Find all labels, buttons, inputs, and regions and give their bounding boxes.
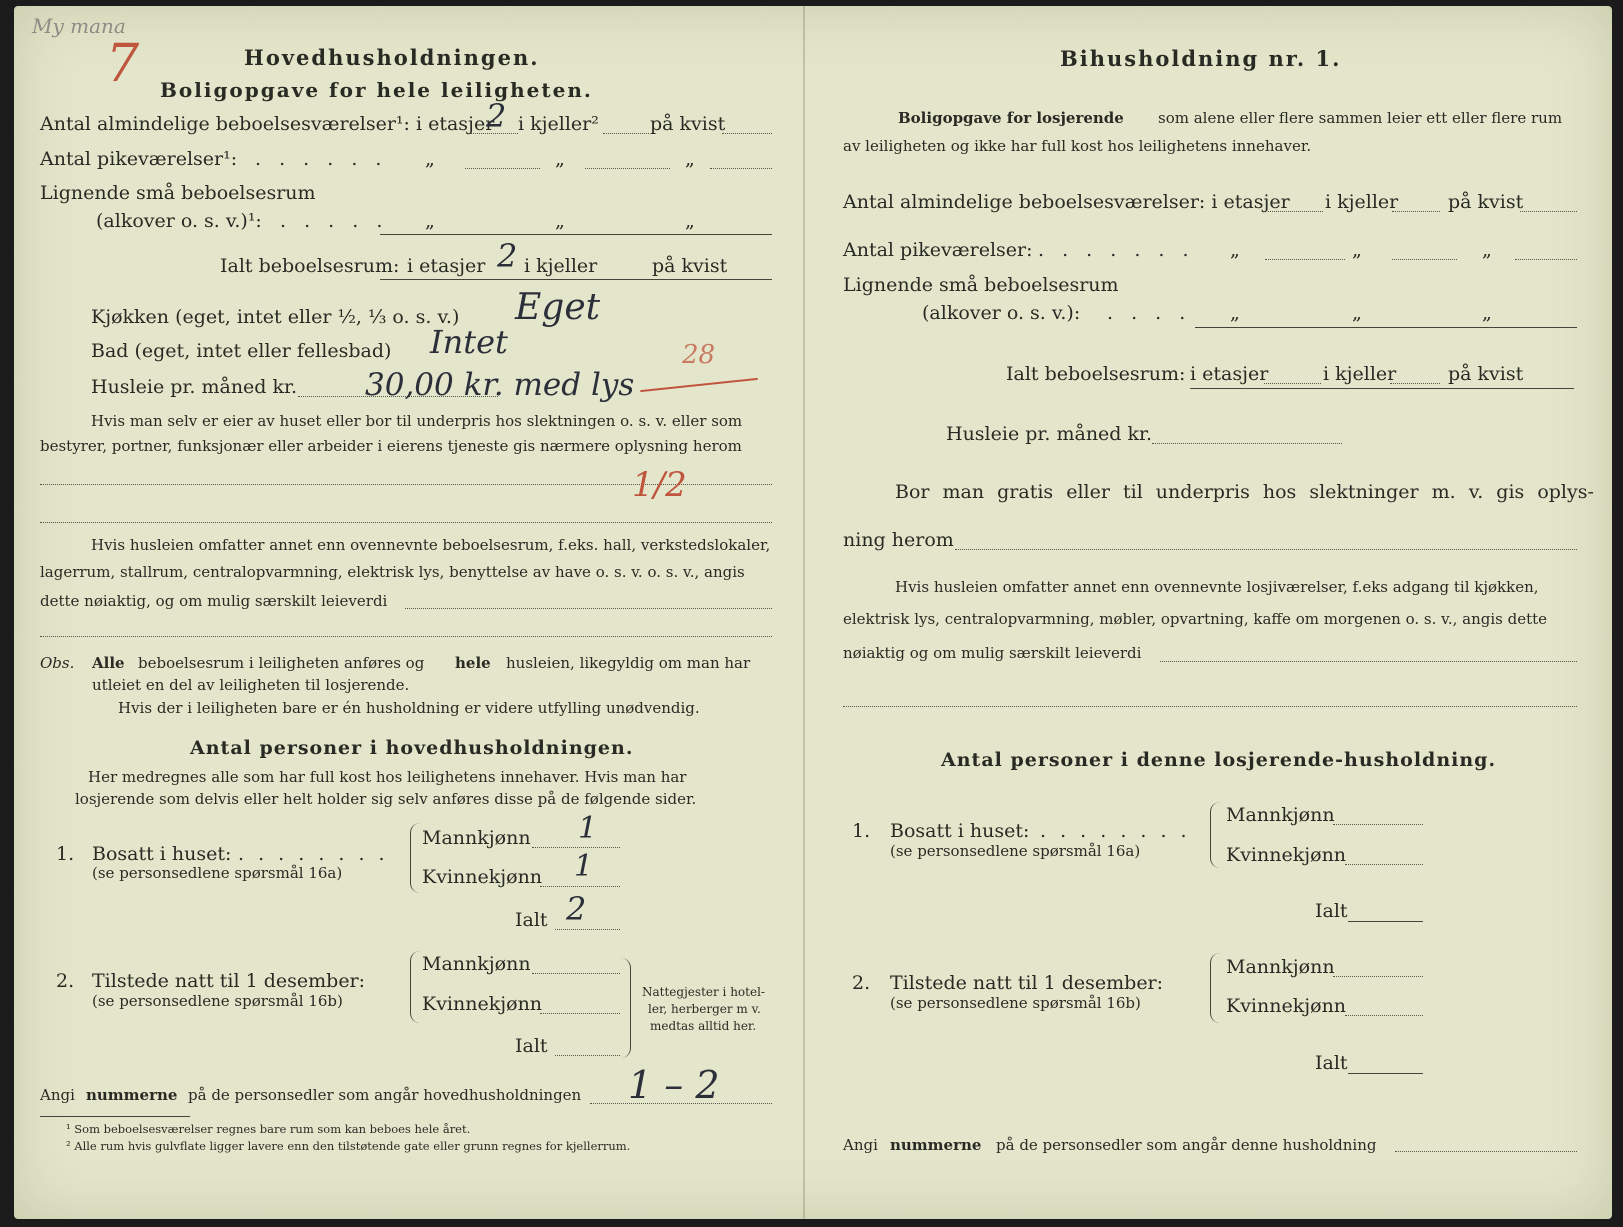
l-bad-label: Bad (eget, intet eller fellesbad): [91, 340, 392, 362]
r-omfatter-1: Hvis husleien omfatter annet enn ovennevnte losjiværelser, f.eks adgang til kjøkken,: [895, 578, 1539, 596]
r-q1-label: Bosatt i huset:: [890, 820, 1030, 842]
r-omfatter-2: elektrisk lys, centralopvarmning, møbler, opvartning, kaffe om morgenen o. s. v., angis dette: [843, 610, 1548, 628]
r-r4-line: [1190, 388, 1574, 389]
l-obs-hele: hele: [455, 654, 491, 672]
left-subtitle: Boligopgave for hele leiligheten.: [160, 78, 593, 102]
l-obs-label: Obs.: [40, 654, 75, 672]
l-q2-ialt-line: [555, 1055, 620, 1056]
l-r3-dots: . . . . .: [280, 210, 389, 232]
r-intro-2: av leiligheten og ikke har full kost hos leilighetens innehaver.: [843, 137, 1312, 155]
r-r2-label: Antal pikeværelser:: [843, 239, 1033, 261]
l-r4-value: 2: [497, 237, 518, 275]
pencil-note: My mana: [32, 14, 126, 38]
r-r2-dots: . . . . . . .: [1038, 239, 1195, 261]
r-q1-sub: (se personsedlene spørsmål 16a): [890, 842, 1141, 860]
r-husleie-line: [1152, 443, 1342, 444]
l-angi-value: 1 – 2: [628, 1063, 720, 1107]
l-angi-a: Angi: [40, 1086, 75, 1104]
l-angi-c: på de personsedler som angår hovedhusholdningen: [188, 1086, 582, 1104]
l-q2-brace: [410, 951, 421, 1023]
r-gratis-2: ning herom: [843, 529, 954, 551]
l-q1-mann-line: [532, 847, 620, 848]
l-q1-dots: . . . . . . . .: [238, 843, 389, 865]
l-kjokken-value: Eget: [515, 287, 601, 328]
r-q1-num: 1.: [852, 820, 871, 842]
r-r3-ditto-3: „: [1482, 302, 1492, 324]
l-q2-mann-line: [532, 973, 620, 974]
l-r2-label: Antal pikeværelser¹:: [40, 148, 238, 170]
l-r3-ditto-3: „: [685, 210, 695, 232]
r-r1-kvist-line: [1520, 211, 1577, 212]
l-husleie-label: Husleie pr. måned kr.: [91, 376, 298, 398]
l-omfatter-line-1: [405, 608, 772, 609]
l-personer-title: Antal personer i hovedhusholdningen.: [190, 737, 634, 759]
r-q1-dots: . . . . . . . .: [1040, 820, 1191, 842]
r-r3-line: [1195, 327, 1577, 328]
r-r4-kjeller-line: [1390, 383, 1440, 384]
r-q2-ialt-line: [1348, 1073, 1423, 1074]
l-husleie-value: 30,00 kr. med lys: [365, 367, 635, 403]
l-r2-line-2: [585, 168, 670, 169]
page-number: 7: [106, 34, 140, 94]
r-q1-mann-line: [1333, 824, 1423, 825]
l-obs-text-1d: husleien, likegyldig om man har: [506, 654, 751, 672]
r-gratis-1: Bor man gratis eller til underpris hos slektninger m. v. gis oplys-: [895, 481, 1594, 503]
l-q2-kvinne-label: Kvinnekjønn: [422, 993, 543, 1015]
r-q2-mann-label: Mannkjønn: [1226, 956, 1335, 978]
page-fold: [803, 6, 805, 1219]
l-eier-line-2: [40, 522, 772, 523]
r-q1-ialt-label: Ialt: [1315, 900, 1348, 922]
r-r3-ditto-1: „: [1230, 302, 1240, 324]
r-personer-title: Antal personer i denne losjerende-husholdning.: [941, 749, 1497, 771]
r-r4-etasjer-line: [1264, 383, 1321, 384]
l-q1-ialt-value: 2: [566, 890, 587, 928]
l-q1-ialt-label: Ialt: [515, 909, 548, 931]
r-q1-kvinne-label: Kvinnekjønn: [1226, 844, 1347, 866]
l-r1-kjeller-line: [603, 133, 649, 134]
l-r1-label: Antal almindelige beboelsesværelser¹: i etasjer: [40, 113, 495, 135]
l-eier-text-1: Hvis man selv er eier av huset eller bor til underpris hos slektningen o. s. v. eller som: [91, 412, 743, 430]
r-q2-kvinne-line: [1345, 1015, 1423, 1016]
r-intro-bold: Boligopgave for losjerende: [898, 109, 1124, 127]
r-r3-label2: (alkover o. s. v.):: [922, 302, 1081, 324]
l-r3-ditto-1: „: [425, 210, 435, 232]
r-q1-brace: [1210, 802, 1221, 868]
l-personer-text-1: Her medregnes alle som har full kost hos leilighetens innehaver. Hvis man har: [88, 768, 687, 786]
l-footnote-separator: [40, 1116, 190, 1117]
r-q2-label: Tilstede natt til 1 desember:: [890, 972, 1164, 994]
r-q1-ialt-line: [1348, 921, 1423, 922]
l-q2-kvinne-line: [540, 1013, 620, 1014]
r-r2-ditto-1: „: [1230, 239, 1240, 261]
l-q1-mann-value: 1: [578, 811, 598, 846]
l-omfatter-1: Hvis husleien omfatter annet enn ovennevnte beboelsesrum, f.eks. hall, verkstedslokaler,: [91, 536, 771, 554]
l-obs-text-2: utleiet en del av leiligheten til losjerende.: [92, 676, 410, 694]
l-r4-line: [380, 279, 772, 280]
l-q2-label: Tilstede natt til 1 desember:: [92, 970, 366, 992]
r-q2-sub: (se personsedlene spørsmål 16b): [890, 994, 1141, 1012]
l-q1-kvinne-label: Kvinnekjønn: [422, 866, 543, 888]
l-r3-label2: (alkover o. s. v.)¹:: [96, 210, 262, 232]
l-r4-kvist: på kvist: [652, 255, 728, 277]
l-r4-etasjer: i etasjer: [407, 255, 486, 277]
l-omfatter-2: lagerrum, stallrum, centralopvarmning, elektrisk lys, benyttelse av have o. s. v. o. s. v., angis: [40, 563, 745, 581]
r-q2-kvinne-label: Kvinnekjønn: [1226, 995, 1347, 1017]
l-red-mark: 1/2: [632, 465, 687, 505]
r-angi-line: [1395, 1151, 1577, 1152]
r-q2-mann-line: [1333, 976, 1423, 977]
right-title: Bihusholdning nr. 1.: [1060, 46, 1342, 71]
r-r3-ditto-2: „: [1352, 302, 1362, 324]
l-obs-alle: Alle: [92, 654, 125, 672]
l-q1-kvinne-value: 1: [574, 849, 594, 884]
r-r1-kjeller: i kjeller: [1325, 191, 1399, 213]
r-r2-line-1: [1265, 259, 1345, 260]
r-r2-line-3: [1515, 259, 1577, 260]
r-r1-kjeller-line: [1392, 211, 1440, 212]
l-obs-text-1b: beboelsesrum i leiligheten anføres og: [138, 654, 425, 672]
l-q1-mann-label: Mannkjønn: [422, 827, 531, 849]
l-r1-kvist: på kvist: [650, 113, 726, 135]
l-red-note: 28: [682, 340, 716, 370]
l-q2-num: 2.: [56, 970, 75, 992]
r-r4-label: Ialt beboelsesrum:: [1006, 363, 1186, 385]
l-r2-line-3: [710, 168, 772, 169]
l-r1-etasjer-value: 2: [486, 97, 507, 135]
l-kjokken-label: Kjøkken (eget, intet eller ½, ⅓ o. s. v.): [91, 306, 460, 328]
l-r1-kvist-line: [722, 133, 772, 134]
l-angi-nummerne: nummerne: [86, 1086, 178, 1104]
l-obs-text-3: Hvis der i leiligheten bare er én husholdning er videre utfylling unødvendig.: [118, 699, 700, 717]
l-r4-kjeller: i kjeller: [524, 255, 598, 277]
r-r2-ditto-3: „: [1482, 239, 1492, 261]
r-q2-brace: [1210, 953, 1221, 1023]
l-r2-dots: . . . . . .: [255, 148, 388, 170]
l-r3-label: Lignende små beboelsesrum: [40, 182, 316, 204]
r-gratis-line: [955, 549, 1577, 550]
r-r4-kvist: på kvist: [1448, 363, 1524, 385]
l-q1-num: 1.: [56, 843, 75, 865]
l-q1-brace: [410, 823, 421, 893]
l-q2-note-1: Nattegjester i hotel-: [642, 985, 765, 999]
l-q2-sub: (se personsedlene spørsmål 16b): [92, 992, 343, 1010]
l-r2-ditto-2: „: [555, 148, 565, 170]
l-q1-ialt-line: [555, 929, 620, 930]
r-omfatter-line-2: [843, 706, 1577, 707]
r-r2-line-2: [1392, 259, 1457, 260]
l-q2-right-brace: [620, 958, 631, 1058]
r-omfatter-line-1: [1160, 661, 1577, 662]
l-r4-label: Ialt beboelsesrum:: [220, 255, 400, 277]
r-r4-etasjer: i etasjer: [1190, 363, 1269, 385]
l-r1-kjeller: i kjeller²: [518, 113, 599, 135]
l-personer-text-2: losjerende som delvis eller helt holder sig selv anføres disse på de følgende sider.: [75, 790, 697, 808]
l-q2-note-2: ler, herberger m v.: [648, 1002, 761, 1016]
l-r3-ditto-2: „: [555, 210, 565, 232]
l-q2-mann-label: Mannkjønn: [422, 953, 531, 975]
r-husleie-label: Husleie pr. måned kr.: [946, 423, 1153, 445]
l-omfatter-line-2: [40, 636, 772, 637]
l-footnote-2: ² Alle rum hvis gulvflate ligger lavere enn den tilstøtende gate eller grunn regnes for kjellerrum.: [66, 1139, 631, 1153]
r-angi-a: Angi: [843, 1136, 878, 1154]
r-omfatter-3: nøiaktig og om mulig særskilt leieverdi: [843, 644, 1142, 662]
r-angi-nummerne: nummerne: [890, 1136, 982, 1154]
r-q2-num: 2.: [852, 972, 871, 994]
l-omfatter-3: dette nøiaktig, og om mulig særskilt leieverdi: [40, 592, 388, 610]
l-r2-line-1: [465, 168, 540, 169]
r-angi-c: på de personsedler som angår denne husholdning: [996, 1136, 1377, 1154]
left-title: Hovedhusholdningen.: [244, 45, 540, 70]
l-bad-value: Intet: [430, 323, 508, 361]
r-intro-1: som alene eller flere sammen leier ett eller flere rum: [1158, 109, 1563, 127]
l-r2-ditto-3: „: [685, 148, 695, 170]
r-r3-dots: . . . .: [1107, 302, 1192, 324]
r-r4-kjeller: i kjeller: [1323, 363, 1397, 385]
r-r2-ditto-2: „: [1352, 239, 1362, 261]
l-q1-kvinne-line: [540, 886, 620, 887]
l-r3-line: [380, 234, 772, 235]
r-r3-label: Lignende små beboelsesrum: [843, 274, 1119, 296]
l-q2-note-3: medtas alltid her.: [650, 1019, 757, 1033]
r-q1-kvinne-line: [1345, 864, 1423, 865]
l-r2-ditto-1: „: [425, 148, 435, 170]
l-footnote-1: ¹ Som beboelsesværelser regnes bare rum som kan beboes hele året.: [66, 1122, 471, 1136]
l-q1-sub: (se personsedlene spørsmål 16a): [92, 864, 343, 882]
l-eier-text-2: bestyrer, portner, funksjonær eller arbeider i eierens tjeneste gis nærmere oplysning herom: [40, 437, 742, 455]
r-q2-ialt-label: Ialt: [1315, 1052, 1348, 1074]
l-q1-label: Bosatt i huset:: [92, 843, 232, 865]
r-q1-mann-label: Mannkjønn: [1226, 804, 1335, 826]
r-r1-label: Antal almindelige beboelsesværelser: i etasjer: [843, 191, 1290, 213]
l-q2-ialt-label: Ialt: [515, 1035, 548, 1057]
r-r1-etasjer-line: [1268, 211, 1323, 212]
r-r1-kvist: på kvist: [1448, 191, 1524, 213]
